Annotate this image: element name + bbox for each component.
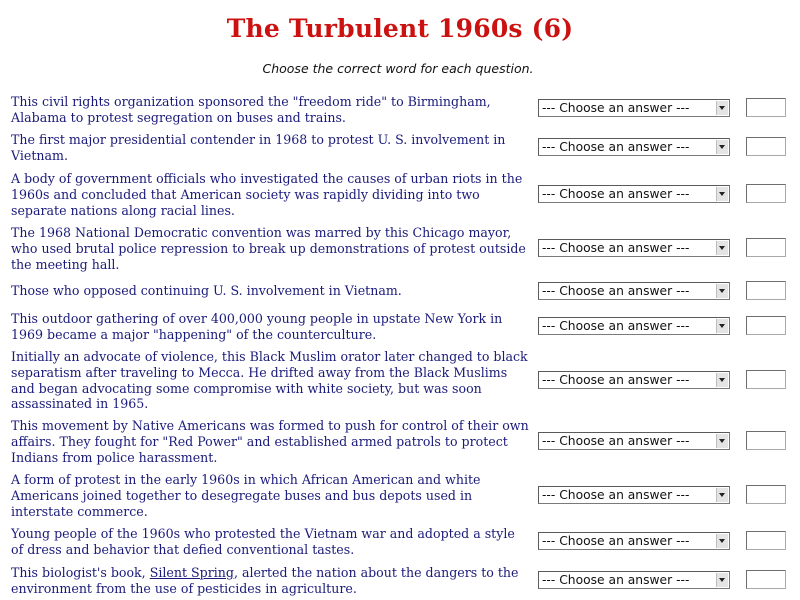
- select-placeholder: --- Choose an answer ---: [542, 434, 690, 448]
- answer-select[interactable]: [538, 282, 730, 300]
- question-text: [11, 565, 531, 597]
- select-placeholder: --- Choose an answer ---: [542, 187, 690, 201]
- question-text: The first major presidential contender in 1968 to protest U. S. involvement in Vietnam.: [11, 132, 506, 163]
- answer-select[interactable]: [538, 99, 730, 117]
- chevron-down-icon: [716, 284, 728, 298]
- answer-input[interactable]: [746, 370, 786, 389]
- chevron-down-icon: [716, 187, 728, 201]
- answer-select[interactable]: [538, 571, 730, 589]
- chevron-down-icon: [716, 534, 728, 548]
- answer-input[interactable]: [746, 184, 786, 203]
- select-placeholder: --- Choose an answer ---: [542, 140, 690, 154]
- question-text-start: This biologist's book,: [11, 565, 150, 580]
- select-placeholder: --- Choose an answer ---: [542, 488, 690, 502]
- answer-select[interactable]: [538, 239, 730, 257]
- answer-input[interactable]: [746, 485, 786, 504]
- chevron-down-icon: [716, 373, 728, 387]
- chevron-down-icon: [716, 319, 728, 333]
- chevron-down-icon: [716, 241, 728, 255]
- answer-input[interactable]: [746, 431, 786, 450]
- answer-select[interactable]: [538, 317, 730, 335]
- answer-input[interactable]: [746, 531, 786, 550]
- answer-input[interactable]: [746, 281, 786, 300]
- select-placeholder: --- Choose an answer ---: [542, 241, 690, 255]
- question-text: This movement by Native Americans was formed to push for control of their own affairs. They fought for "Red Power" and established armed patrols to protect Indians from police harassment.: [11, 418, 529, 465]
- question-text: This civil rights organization sponsored the "freedom ride" to Birmingham, Alabama to protest segregation on buses and trains.: [11, 94, 491, 125]
- question-text: The 1968 National Democratic convention was marred by this Chicago mayor, who used brutal police repression to break up demonstrations of protest outside the meeting hall.: [11, 225, 526, 272]
- answer-select[interactable]: [538, 138, 730, 156]
- chevron-down-icon: [716, 573, 728, 587]
- answer-input[interactable]: [746, 98, 786, 117]
- question-text: A form of protest in the early 1960s in which African American and white Americans joined together to desegregate buses and bus depots used in interstate commerce.: [11, 472, 481, 519]
- answer-input[interactable]: [746, 570, 786, 589]
- select-placeholder: --- Choose an answer ---: [542, 373, 690, 387]
- question-text: Those who opposed continuing U. S. involvement in Vietnam.: [11, 283, 402, 298]
- question-text: Young people of the 1960s who protested the Vietnam war and adopted a style of dress and behavior that defied conventional tastes.: [11, 526, 515, 557]
- answer-select[interactable]: [538, 432, 730, 450]
- question-text-end: , alerted the nation about the dangers to the environment from the use of pesticides in agriculture.: [11, 565, 519, 596]
- answer-select[interactable]: [538, 486, 730, 504]
- answer-select[interactable]: [538, 371, 730, 389]
- select-placeholder: --- Choose an answer ---: [542, 284, 690, 298]
- answer-input[interactable]: [746, 316, 786, 335]
- answer-select[interactable]: [538, 532, 730, 550]
- question-text: A body of government officials who investigated the causes of urban riots in the 1960s and concluded that American society was rapidly dividing into two separate nations along racial lines.: [11, 171, 523, 218]
- answer-input[interactable]: [746, 137, 786, 156]
- instructions: Choose the correct word for each question.: [262, 61, 534, 76]
- question-text: This outdoor gathering of over 400,000 young people in upstate New York in 1969 became a major "happening" of the counterculture.: [11, 311, 503, 342]
- select-placeholder: --- Choose an answer ---: [542, 319, 690, 333]
- select-placeholder: --- Choose an answer ---: [542, 573, 690, 587]
- chevron-down-icon: [716, 434, 728, 448]
- answer-select[interactable]: [538, 185, 730, 203]
- page-title: The Turbulent 1960s (6): [226, 14, 574, 43]
- answer-input[interactable]: [746, 238, 786, 257]
- chevron-down-icon: [716, 488, 728, 502]
- chevron-down-icon: [716, 140, 728, 154]
- chevron-down-icon: [716, 101, 728, 115]
- select-placeholder: --- Choose an answer ---: [542, 101, 690, 115]
- question-text: Initially an advocate of violence, this Black Muslim orator later changed to black separatism after traveling to Mecca. He drifted away from the Black Muslims and began advocating some compromise with white society, but was soon assassinated in 1965.: [11, 349, 528, 412]
- select-placeholder: --- Choose an answer ---: [542, 534, 690, 548]
- book-title: Silent Spring: [149, 565, 234, 580]
